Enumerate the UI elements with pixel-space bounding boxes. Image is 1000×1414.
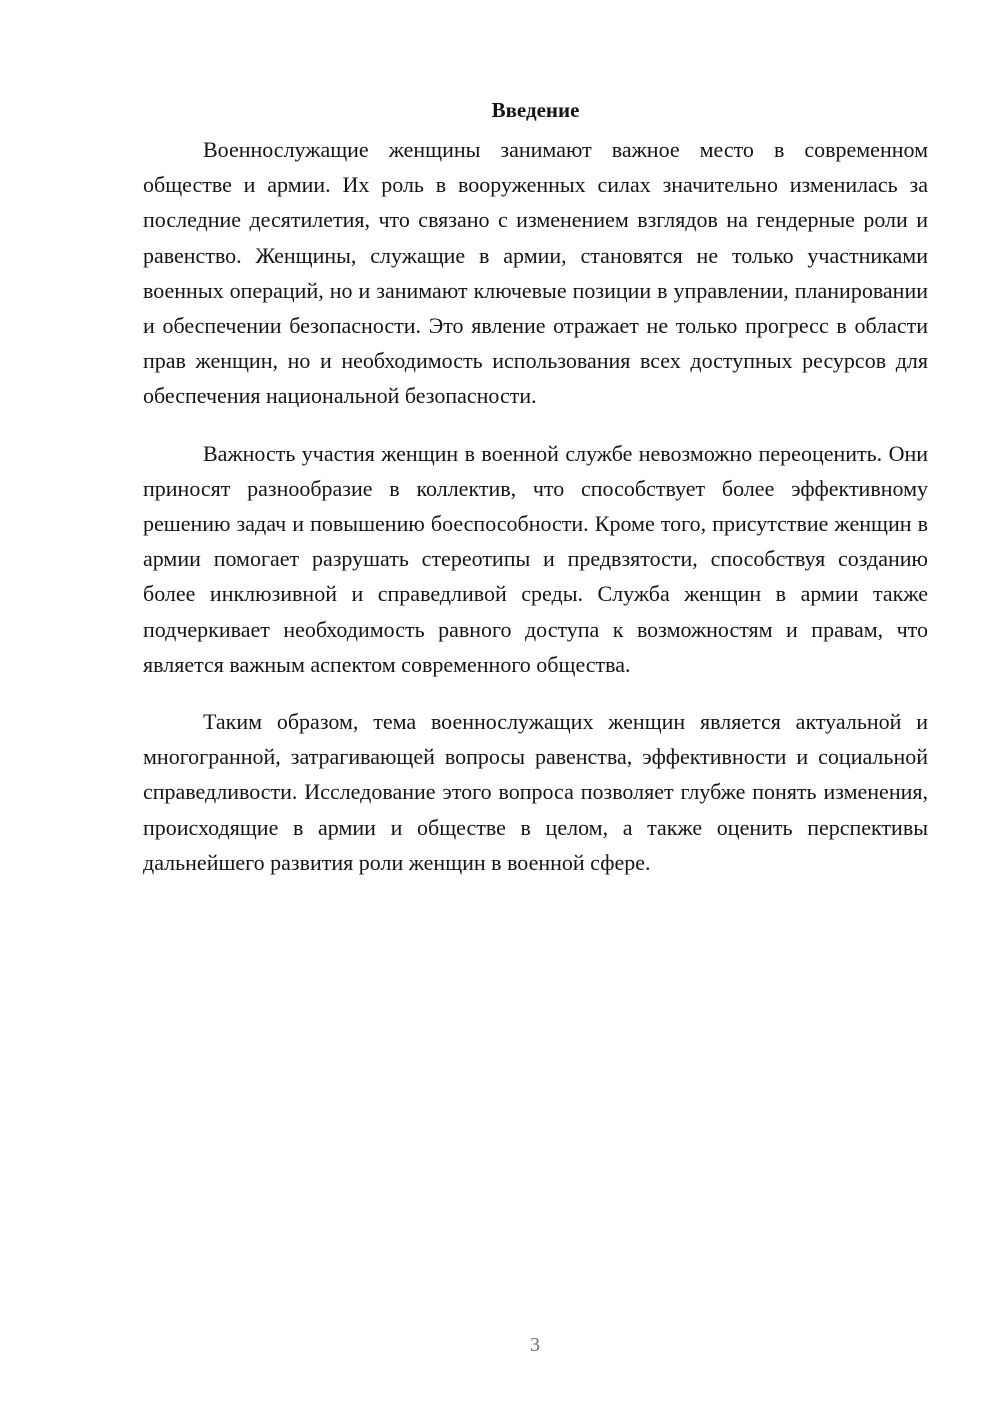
paragraph-3: Таким образом, тема военнослужащих женщин является актуальной и многогранной, затрагивающей вопросы равенства, эффективности и социальной справедливости. Исследование этого вопроса позволяет глубже понять изменения, происходящие в армии и обществе в целом, а также оценить перспективы дальнейшего развития роли женщин в военной сфере.: [143, 709, 928, 875]
paragraph-2: Важность участия женщин в военной службе невозможно переоценить. Они приносят разнообразие в коллектив, что способствует более эффективному решению задач и повышению боеспособности. Кроме того, присутствие женщин в армии помогает разрушать стереотипы и предвзятости, способствуя созданию более инклюзивной и справедливой среды. Служба женщин в армии также подчеркивает необходимость равного доступа к возможностям и правам, что является важным аспектом современного общества.: [143, 440, 928, 677]
page-number: 3: [530, 1334, 540, 1356]
page-content: [143, 92, 928, 902]
section-title: Введение: [491, 98, 580, 122]
paragraph-1: Военнослужащие женщины занимают важное место в современном обществе и армии. Их роль в вооруженных силах значительно изменилась за последние десятилетия, что связано с изменением взглядов на гендерные роли и равенство. Женщины, служащие в армии, становятся не только участниками военных операций, но и занимают ключевые позиции в управлении, планировании и обеспечении безопасности. Это явление отражает не только прогресс в области прав женщин, но и необходимость использования всех доступных ресурсов для обеспечения национальной безопасности.: [143, 137, 928, 409]
